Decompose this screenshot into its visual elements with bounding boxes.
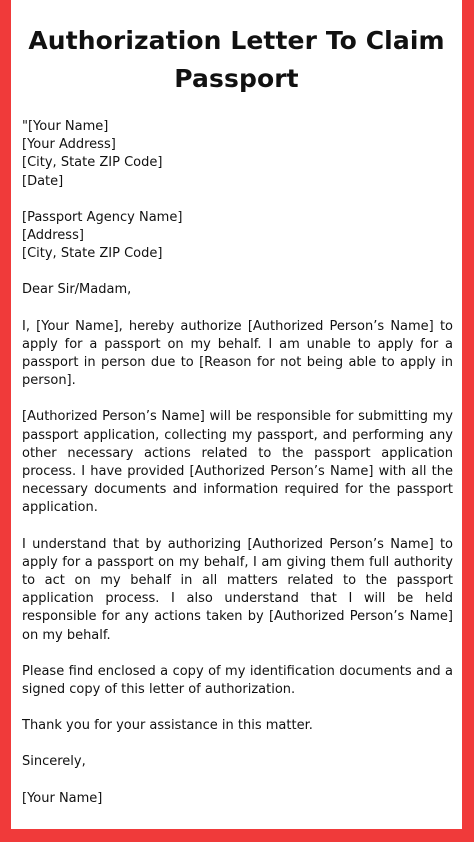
spacer (22, 191, 453, 209)
body-paragraph: Please find enclosed a copy of my identification documents and a signed copy of this letter of authorization. (22, 663, 453, 698)
recipient-block (22, 209, 453, 264)
spacer (22, 300, 453, 318)
spacer (22, 390, 453, 408)
signature-name: [Your Name] (22, 790, 103, 806)
recipient-city: [City, State ZIP Code] (22, 246, 163, 262)
body-paragraph: Thank you for your assistance in this matter. (22, 718, 313, 734)
spacer (22, 645, 453, 663)
title-line-1: Authorization Letter To Claim (28, 26, 445, 55)
sender-city: [City, State ZIP Code] (22, 155, 163, 171)
spacer (22, 263, 453, 281)
spacer (22, 735, 453, 753)
sender-block (22, 118, 453, 191)
body-paragraph: I understand that by authorizing [Authorized Person’s Name] to apply for a passport on my behalf, I am giving them full authority to act on my behalf in all matters related to the passport application process. I also understand that I will be held responsible for any actions taken by [Authorized Person’s Name] on my behalf. (22, 536, 453, 643)
spacer (22, 772, 453, 790)
spacer (22, 518, 453, 536)
body-paragraph: [Authorized Person’s Name] will be responsible for submitting my passport application, collecting my passport, and performing any other necessary actions related to the passport application process. I have provided [Authorized Person’s Name] with all the necessary documents and information required for the passport application. (22, 409, 453, 516)
salutation: Dear Sir/Madam, (22, 282, 132, 298)
sender-name: "[Your Name] (22, 119, 109, 134)
body-paragraph: I, [Your Name], hereby authorize [Authorized Person’s Name] to apply for a passport on my behalf. I am unable to apply for a passport in person due to [Reason for not being able to apply in person]. (22, 318, 453, 389)
recipient-agency: [Passport Agency Name] (22, 209, 183, 225)
document-title (11, 22, 462, 98)
sender-address: [Your Address] (22, 137, 116, 153)
closing: Sincerely, (22, 754, 86, 770)
title-line-2: Passport (174, 64, 299, 93)
spacer (22, 699, 453, 717)
sender-date: [Date] (22, 173, 64, 189)
letter-body (22, 118, 453, 808)
recipient-address: [Address] (22, 228, 84, 244)
